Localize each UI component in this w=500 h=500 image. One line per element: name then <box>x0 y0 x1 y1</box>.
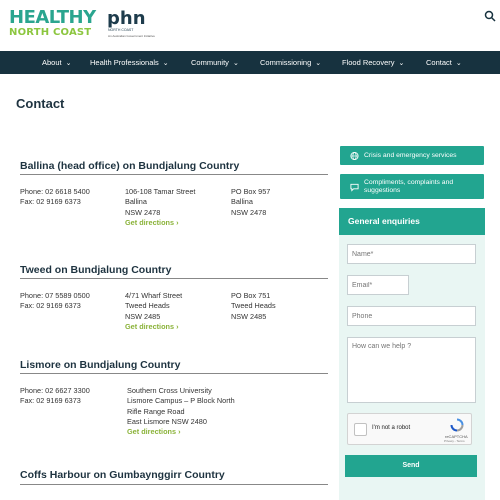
nav-label: Health Professionals <box>90 58 159 67</box>
postal-line: Tweed Heads <box>231 301 276 311</box>
email-field[interactable] <box>347 275 409 295</box>
postal-line: NSW 2485 <box>231 311 267 321</box>
location-title-tweed: Tweed on Bundjalung Country <box>20 264 172 276</box>
globe-icon <box>350 151 359 160</box>
nav-health-professionals[interactable] <box>90 51 169 74</box>
address-line: Tweed Heads <box>125 301 170 311</box>
logo-phn[interactable]: phn <box>107 8 146 29</box>
address-line: NSW 2478 <box>125 207 161 217</box>
location-contact-ballina <box>20 187 90 208</box>
main-nav <box>0 51 500 74</box>
phone-text: Phone: 02 6618 5400 <box>20 187 90 196</box>
location-contact-lismore <box>20 386 90 407</box>
address-line: Southern Cross University <box>127 386 212 395</box>
search-icon[interactable] <box>484 10 496 22</box>
nav-community[interactable] <box>191 51 239 74</box>
nav-flood-recovery[interactable] <box>342 51 404 74</box>
recaptcha-label: I'm not a robot <box>372 425 411 431</box>
enquiries-title: General enquiries <box>339 208 485 235</box>
chat-bubble-icon <box>350 182 359 191</box>
fax-text: Fax: 02 9169 6373 <box>20 301 81 311</box>
address-line: 106-108 Tamar Street <box>125 187 196 196</box>
address-line: Ballina <box>125 197 147 207</box>
logo-phn-tagline: An Australian Government Initiative <box>108 34 155 38</box>
address-line: NSW 2485 <box>125 311 161 321</box>
logo-phn-subtitle: NORTH COAST <box>108 28 134 32</box>
location-title-lismore: Lismore on Bundjalung Country <box>20 359 181 371</box>
nav-label: Flood Recovery <box>342 58 395 67</box>
divider <box>20 373 328 374</box>
address-line: East Lismore NSW 2480 <box>127 416 207 426</box>
postal-line: Ballina <box>231 197 253 207</box>
nav-label: Community <box>191 58 229 67</box>
nav-about[interactable] <box>42 51 71 74</box>
location-title-coffs-harbour: Coffs Harbour on Gumbaynggirr Country <box>20 469 225 481</box>
postal-line: PO Box 957 <box>231 187 271 196</box>
chevron-down-icon: ⌄ <box>65 60 72 67</box>
logo-healthy-text[interactable]: HEALTHY <box>9 7 96 28</box>
divider <box>20 174 328 175</box>
button-label: Compliments, complaints and suggestions <box>364 178 454 194</box>
recaptcha-logo-icon <box>450 418 464 432</box>
chevron-down-icon: ⌄ <box>398 60 405 67</box>
message-field[interactable] <box>347 337 476 403</box>
get-directions-link[interactable]: Get directions › <box>125 217 179 227</box>
address-line: Lismore Campus – P Block North <box>127 396 235 406</box>
divider <box>20 484 328 485</box>
nav-label: About <box>42 58 62 67</box>
compliments-button[interactable] <box>340 174 484 199</box>
divider <box>20 278 328 279</box>
fax-text: Fax: 02 9169 6373 <box>20 197 81 207</box>
site-header <box>0 0 500 50</box>
location-postal-tweed <box>231 291 276 322</box>
crisis-services-button[interactable] <box>340 146 484 165</box>
recaptcha-terms[interactable]: Privacy - Terms <box>444 439 465 443</box>
name-field[interactable] <box>347 244 476 264</box>
page-title: Contact <box>16 96 65 111</box>
chevron-down-icon: ⌄ <box>455 60 462 67</box>
recaptcha-checkbox[interactable] <box>354 423 367 436</box>
nav-label: Commissioning <box>260 58 312 67</box>
recaptcha-brand: reCAPTCHA <box>445 434 468 439</box>
location-address-lismore <box>127 386 235 437</box>
chevron-down-icon: ⌄ <box>315 60 322 67</box>
location-contact-tweed <box>20 291 90 312</box>
postal-line: NSW 2478 <box>231 207 267 217</box>
chevron-down-icon: ⌄ <box>232 60 239 67</box>
recaptcha-widget <box>347 413 472 445</box>
location-postal-ballina <box>231 187 270 218</box>
address-line: Rifle Range Road <box>127 406 185 416</box>
nav-contact[interactable] <box>426 51 462 74</box>
location-address-tweed <box>125 291 182 332</box>
location-title-ballina: Ballina (head office) on Bundjalung Country <box>20 160 240 172</box>
phone-text: Phone: 02 6627 3300 <box>20 386 90 395</box>
get-directions-link[interactable]: Get directions › <box>125 321 179 331</box>
postal-line: PO Box 751 <box>231 291 271 300</box>
nav-commissioning[interactable] <box>260 51 321 74</box>
send-button[interactable]: Send <box>345 455 477 477</box>
nav-label: Contact <box>426 58 452 67</box>
button-label: Crisis and emergency services <box>364 151 457 159</box>
get-directions-link[interactable]: Get directions › <box>127 427 181 437</box>
phone-text: Phone: 07 5589 0500 <box>20 291 90 300</box>
location-address-ballina <box>125 187 195 228</box>
chevron-down-icon: ⌄ <box>162 60 169 67</box>
phone-field[interactable] <box>347 306 476 326</box>
fax-text: Fax: 02 9169 6373 <box>20 396 81 406</box>
address-line: 4/71 Wharf Street <box>125 291 183 300</box>
logo-north-coast-text[interactable]: NORTH COAST <box>9 27 92 38</box>
